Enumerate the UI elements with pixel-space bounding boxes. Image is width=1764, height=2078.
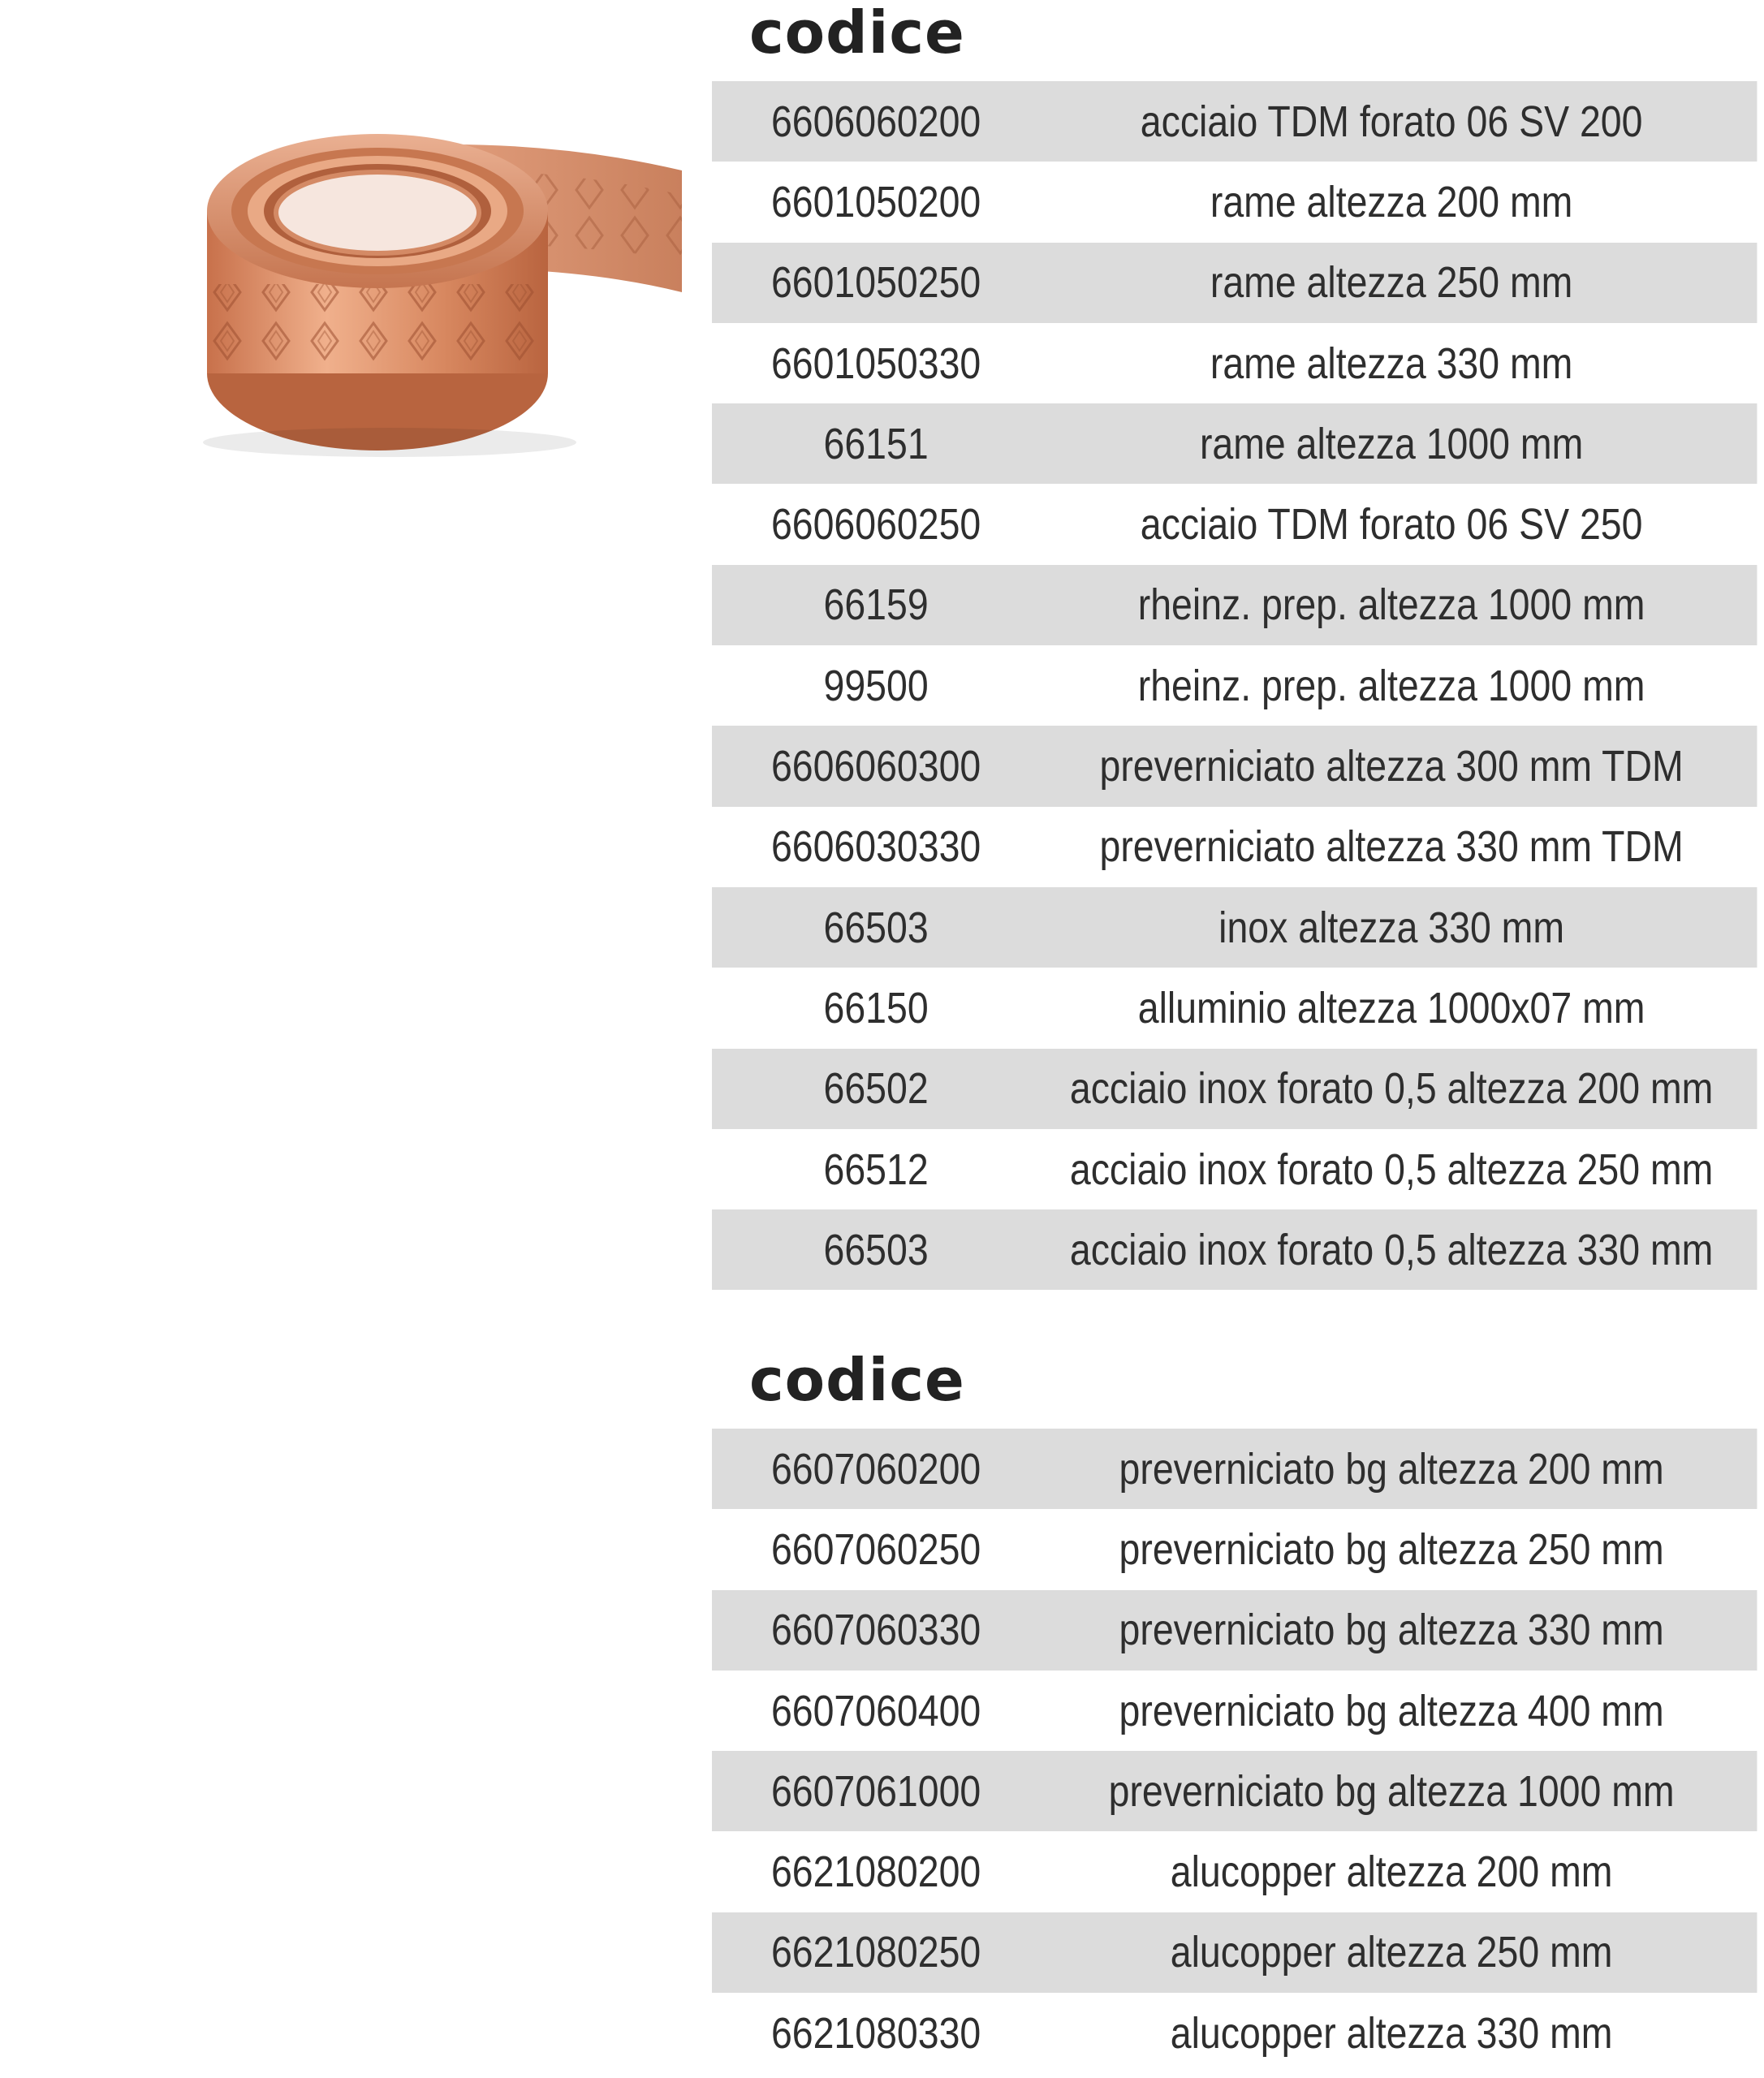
table-rows [712,1429,1757,2073]
product-description: rame altezza 1000 mm [1199,419,1584,468]
product-description: preverniciato altezza 300 mm TDM [1099,742,1684,791]
product-image [203,122,690,463]
section-title: codice [749,1346,965,1414]
product-code: 66150 [823,983,929,1033]
product-description: preverniciato bg altezza 1000 mm [1108,1766,1675,1816]
product-description: alucopper altezza 200 mm [1170,1847,1613,1897]
product-code: 66503 [823,1225,929,1274]
table-row [712,807,1757,887]
product-description: preverniciato altezza 330 mm TDM [1099,822,1684,872]
product-code: 6607060400 [770,1686,981,1735]
product-description: rheinz. prep. altezza 1000 mm [1137,580,1645,630]
table-row [712,1129,1757,1209]
product-code: 6606030330 [770,822,981,872]
product-description: acciaio inox forato 0,5 altezza 250 mm [1069,1145,1714,1194]
product-code: 6607060200 [770,1444,981,1494]
table-row [712,403,1757,484]
table-row [712,726,1757,806]
product-code: 6607061000 [770,1766,981,1816]
product-description: alucopper altezza 250 mm [1170,1928,1613,1977]
product-code: 6601050200 [770,177,981,226]
product-code: 6607060250 [770,1524,981,1574]
product-description: preverniciato bg altezza 200 mm [1119,1444,1664,1494]
product-code: 6606060250 [770,500,981,550]
product-description: acciaio TDM forato 06 SV 250 [1140,500,1643,550]
product-code: 66151 [823,419,929,468]
product-description: alluminio altezza 1000x07 mm [1137,983,1645,1033]
product-description: acciaio inox forato 0,5 altezza 200 mm [1069,1064,1714,1114]
table-row [712,162,1757,242]
product-description: rame altezza 330 mm [1210,338,1573,388]
product-description: alucopper altezza 330 mm [1170,2008,1613,2058]
product-description: rame altezza 250 mm [1210,258,1573,308]
table-row [712,887,1757,968]
table-row [712,1590,1757,1671]
table-row [712,1049,1757,1129]
product-code: 66512 [823,1145,929,1194]
product-table-2 [712,1339,1757,2073]
table-row [712,1751,1757,1831]
product-code: 6601050250 [770,258,981,308]
product-code: 6606060200 [770,97,981,146]
table-row [712,565,1757,645]
table-rows [712,81,1757,1290]
product-code: 66503 [823,903,929,952]
product-code: 6607060330 [770,1606,981,1655]
product-description: preverniciato bg altezza 400 mm [1119,1686,1664,1735]
table-row [712,1429,1757,1509]
table-row [712,1831,1757,1912]
product-code: 66159 [823,580,929,630]
product-code: 6621080330 [770,2008,981,2058]
table-row [712,323,1757,403]
product-description: rame altezza 200 mm [1210,177,1573,226]
copper-coil-icon [203,122,690,463]
product-code: 6606060300 [770,742,981,791]
product-code: 6621080250 [770,1928,981,1977]
product-description: rheinz. prep. altezza 1000 mm [1137,661,1645,710]
product-description: inox altezza 330 mm [1218,903,1565,952]
table-row [712,81,1757,162]
product-code: 66502 [823,1064,929,1114]
section-title: codice [749,0,965,67]
product-description: preverniciato bg altezza 250 mm [1119,1524,1664,1574]
product-code: 99500 [823,661,929,710]
table-row [712,968,1757,1048]
table-row [712,1209,1757,1290]
product-code: 6621080200 [770,1847,981,1897]
table-row [712,1912,1757,1993]
table-row [712,1993,1757,2073]
product-description: acciaio inox forato 0,5 altezza 330 mm [1069,1225,1714,1274]
table-row [712,1671,1757,1751]
table-row [712,645,1757,726]
product-code: 6601050330 [770,338,981,388]
table-row [712,484,1757,564]
table-row [712,243,1757,323]
product-description: preverniciato bg altezza 330 mm [1119,1606,1664,1655]
product-description: acciaio TDM forato 06 SV 200 [1140,97,1643,146]
table-row [712,1509,1757,1589]
product-table-1 [712,0,1757,1290]
